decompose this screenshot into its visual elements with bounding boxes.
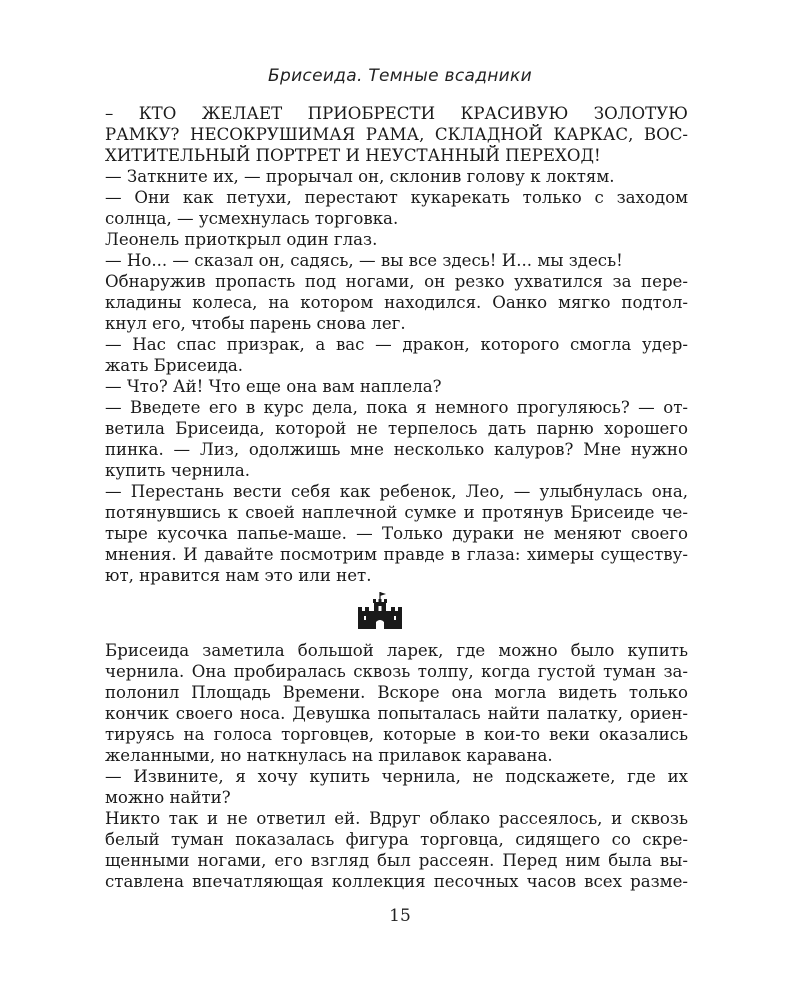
text-line: чернила. Она пробиралась сквозь толпу, когда густой туман за- (105, 662, 688, 681)
text-line: потянувшись к своей наплечной сумке и протянув Брисеиде че- (105, 503, 688, 522)
castle-tower-icon (356, 591, 404, 629)
text-line: желанными, но наткнулась на прилавок каравана. (105, 746, 553, 765)
paragraph (105, 166, 688, 187)
text-block-bottom (105, 640, 688, 892)
text-line: — Нас спас призрак, а вас — дракон, которого смогла удер- (105, 335, 688, 354)
paragraph (105, 187, 688, 229)
text-line: — Перестань вести себя как ребенок, Лео, — улыбнулась она, (105, 482, 688, 501)
paragraph (105, 397, 688, 481)
text-line: жать Брисеида. (105, 356, 244, 375)
text-line: — Но... — сказал он, садясь, — вы все здесь! И... мы здесь! (105, 251, 623, 270)
text-line: кнул его, чтобы парень снова лег. (105, 314, 406, 333)
text-line: солнца, — усмехнулась торговка. (105, 209, 399, 228)
text-line: купить чернила. (105, 461, 250, 480)
paragraph (105, 640, 688, 766)
paragraph (105, 376, 688, 397)
paragraph (105, 808, 688, 892)
text-line: кладины колеса, на котором находился. Оанко мягко подтол- (105, 293, 688, 312)
text-line: ставлена впечатляющая коллекция песочных часов всех разме- (105, 872, 688, 891)
text-line: тируясь на голоса торговцев, которые в кои-то веки оказались (105, 725, 688, 744)
paragraph (105, 766, 688, 808)
text-line: полонил Площадь Времени. Вскоре она могла видеть только (105, 683, 688, 702)
text-line: Никто так и не ответил ей. Вдруг облако рассеялось, и сквозь (105, 809, 688, 828)
text-line: — Они как петухи, перестают кукарекать только с заходом (105, 188, 688, 207)
text-line: Леонель приоткрыл один глаз. (105, 230, 378, 249)
text-line: — Извините, я хочу купить чернила, не подскажете, где их (105, 767, 688, 786)
text-line: — Заткните их, — прорычал он, склонив голову к локтям. (105, 167, 615, 186)
text-line: — Что? Ай! Что еще она вам наплела? (105, 377, 442, 396)
paragraph (105, 481, 688, 586)
text-line: пинка. — Лиз, одолжишь мне несколько калуров? Мне нужно (105, 440, 688, 459)
text-line: можно найти? (105, 788, 231, 807)
text-line: Брисеида заметила большой ларек, где можно было купить (105, 641, 688, 660)
text-line: ХИТИТЕЛЬНЫЙ ПОРТРЕТ И НЕУСТАННЫЙ ПЕРЕХОД! (105, 146, 601, 165)
paragraph (105, 250, 688, 271)
text-line: Обнаружив пропасть под ногами, он резко ухватился за пере- (105, 272, 688, 291)
text-line: мнения. И давайте посмотрим правде в глаза: химеры существу- (105, 545, 688, 564)
paragraph (105, 271, 688, 334)
text-line: тыре кусочка папье-маше. — Только дураки не меняют своего (105, 524, 688, 543)
text-line: щенными ногами, его взгляд был рассеян. Перед ним была вы- (105, 851, 688, 870)
running-head: Брисеида. Темные всадники (268, 66, 532, 86)
text-line: белый туман показалась фигура торговца, сидящего со скре- (105, 830, 688, 849)
page-number: 15 (389, 906, 411, 926)
text-line: ветила Брисеида, которой не терпелось дать парню хорошего (105, 419, 688, 438)
paragraph (105, 229, 688, 250)
paragraph (105, 334, 688, 376)
text-line: кончик своего носа. Девушка попыталась найти палатку, ориен- (105, 704, 688, 723)
text-line: — Введете его в курс дела, пока я немного прогуляюсь? — от- (105, 398, 688, 417)
paragraph (105, 103, 688, 166)
text-line: РАМКУ? НЕСОКРУШИМАЯ РАМА, СКЛАДНОЙ КАРКАС, ВОС- (105, 125, 688, 144)
text-block-top (105, 103, 688, 586)
text-line: – КТО ЖЕЛАЕТ ПРИОБРЕСТИ КРАСИВУЮ ЗОЛОТУЮ (105, 104, 688, 123)
text-line: ют, нравится нам это или нет. (105, 566, 372, 585)
